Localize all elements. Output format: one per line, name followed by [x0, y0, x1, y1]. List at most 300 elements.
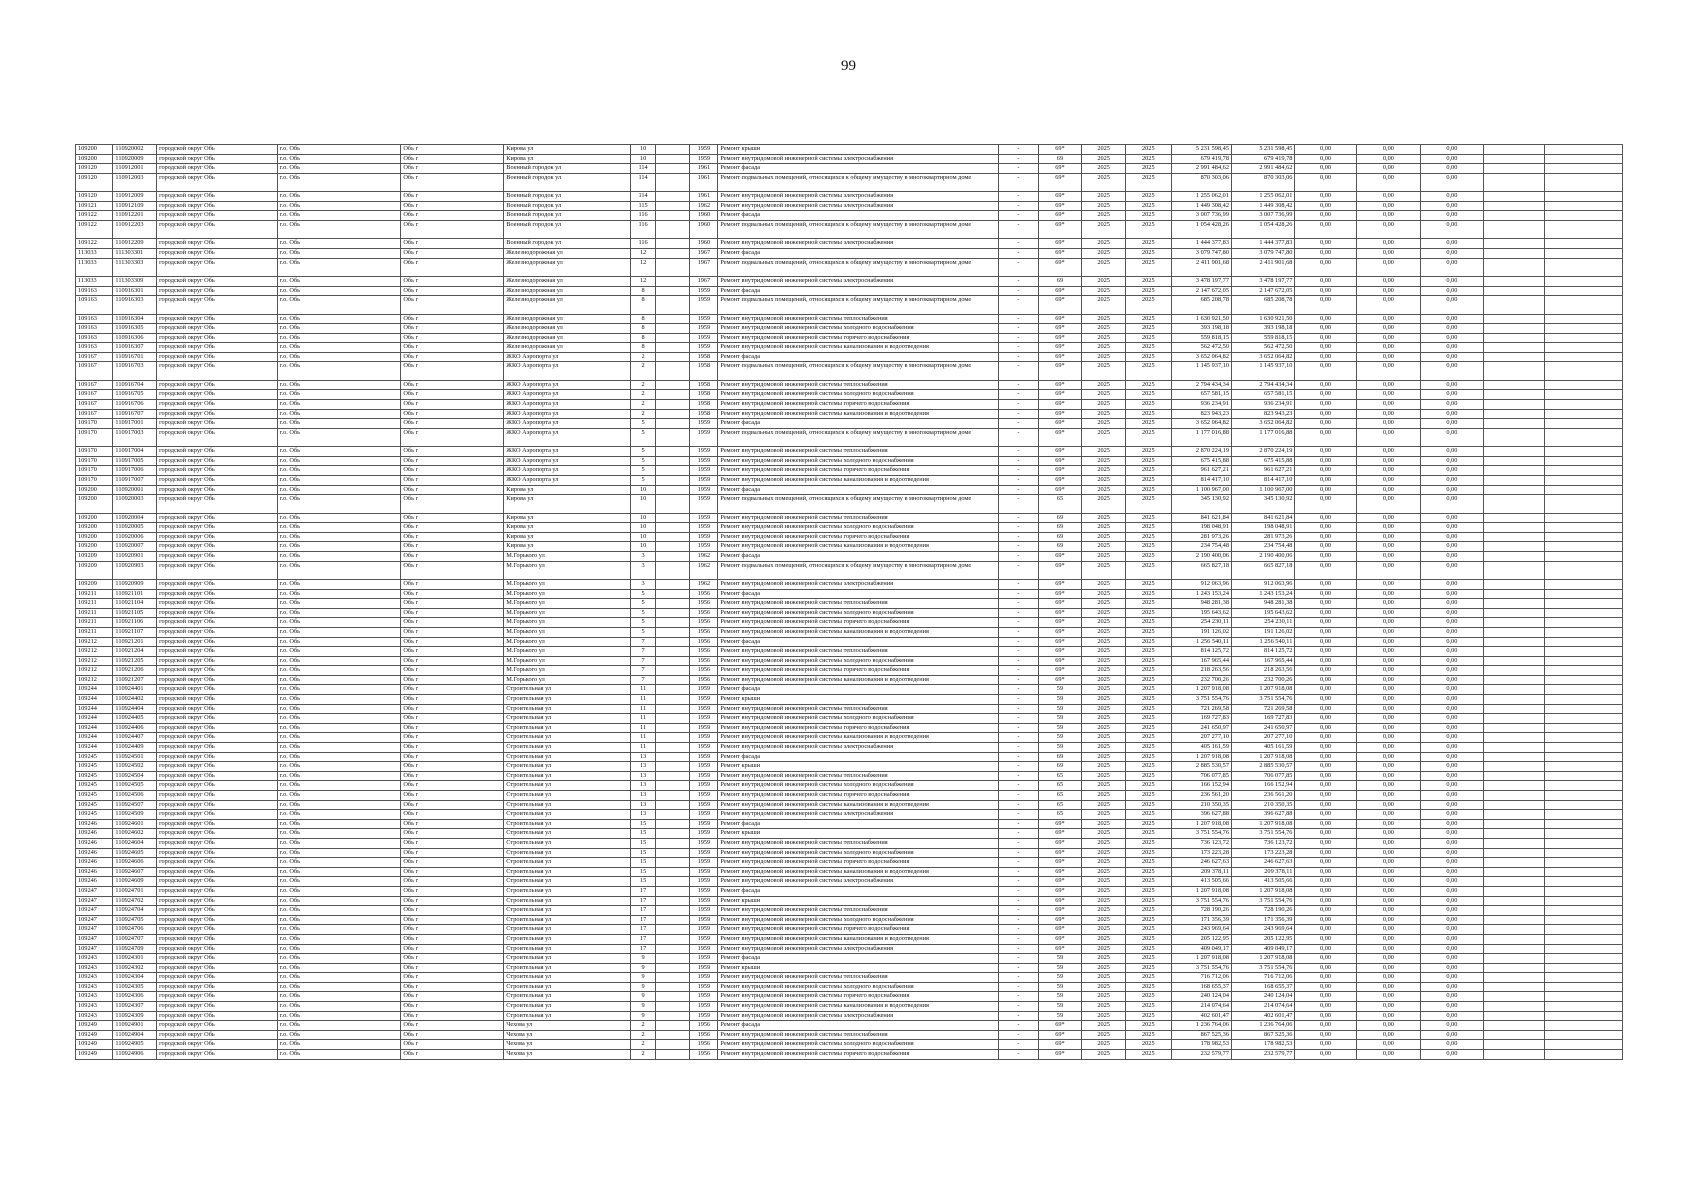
cell-municipality: городской округ Обь — [157, 561, 278, 579]
cell-building — [656, 829, 690, 839]
cell-house-number: 5 — [631, 627, 656, 637]
cell-wear: 59 — [1038, 982, 1082, 992]
cell-wear: 69* — [1038, 343, 1082, 353]
cell-district: г.о. Обь — [277, 173, 401, 191]
cell-district: г.о. Обь — [277, 296, 401, 314]
cell-dash: - — [999, 362, 1039, 380]
cell-fund-cost: 559 818,15 — [1231, 333, 1294, 343]
cell-year-to: 2025 — [1125, 685, 1171, 695]
cell-settlement: Обь г — [401, 542, 504, 552]
cell-work-id: 110924607 — [113, 867, 157, 877]
cell-municipality: городской округ Обь — [157, 982, 278, 992]
cell-settlement: Обь г — [401, 695, 504, 705]
cell-settlement: Обь г — [401, 352, 504, 362]
cell-municipality: городской округ Обь — [157, 333, 278, 343]
cell-extra-1 — [1483, 286, 1544, 296]
cell-municipality: городской округ Обь — [157, 192, 278, 202]
cell-street: Строительная ул — [504, 810, 631, 820]
cell-extra-1 — [1483, 819, 1544, 829]
cell-extra-1 — [1483, 906, 1544, 916]
cell-house-number: 5 — [631, 419, 656, 429]
cell-building — [656, 771, 690, 781]
cell-year-from: 2025 — [1082, 1011, 1126, 1021]
table-row — [76, 314, 1623, 324]
cell-dash: - — [999, 695, 1039, 705]
cell-budget-3: 0,00 — [1421, 896, 1483, 906]
cell-budget-3: 0,00 — [1421, 1002, 1483, 1012]
cell-year-to: 2025 — [1125, 906, 1171, 916]
cell-house-number: 5 — [631, 476, 656, 486]
cell-budget-2: 0,00 — [1356, 752, 1420, 762]
cell-year-to: 2025 — [1125, 523, 1171, 533]
cell-work-id: 110920003 — [113, 495, 157, 513]
cell-year-to: 2025 — [1125, 1050, 1171, 1060]
cell-work-id: 110921204 — [113, 647, 157, 657]
cell-work-id: 110924609 — [113, 877, 157, 887]
cell-region-code: 109249 — [76, 1040, 113, 1050]
cell-budget-2: 0,00 — [1356, 925, 1420, 935]
cell-district: г.о. Обь — [277, 276, 401, 286]
cell-street: ЖКО Аэропорта ул — [504, 409, 631, 419]
cell-work-type: Ремонт внутридомовой инженерной системы холодного водоснабжения — [718, 915, 999, 925]
cell-dash: - — [999, 173, 1039, 191]
cell-budget-2: 0,00 — [1356, 466, 1420, 476]
table-row — [76, 542, 1623, 552]
cell-dash: - — [999, 647, 1039, 657]
cell-year-built: 1959 — [690, 714, 718, 724]
cell-dash: - — [999, 992, 1039, 1002]
cell-budget-2: 0,00 — [1356, 934, 1420, 944]
cell-year-from: 2025 — [1082, 848, 1126, 858]
cell-total-cost: 657 581,15 — [1171, 390, 1231, 400]
cell-budget-3: 0,00 — [1421, 409, 1483, 419]
cell-wear: 69* — [1038, 485, 1082, 495]
cell-building — [656, 542, 690, 552]
table-row — [76, 704, 1623, 714]
cell-year-built: 1956 — [690, 608, 718, 618]
cell-budget-1: 0,00 — [1295, 523, 1356, 533]
cell-settlement: Обь г — [401, 409, 504, 419]
cell-year-from: 2025 — [1082, 561, 1126, 579]
cell-budget-3: 0,00 — [1421, 992, 1483, 1002]
cell-extra-1 — [1483, 192, 1544, 202]
cell-district: г.о. Обь — [277, 164, 401, 174]
cell-work-type: Ремонт внутридомовой инженерной системы канализования и водоотведения — [718, 542, 999, 552]
cell-settlement: Обь г — [401, 906, 504, 916]
cell-dash: - — [999, 627, 1039, 637]
cell-extra-2 — [1544, 523, 1622, 533]
cell-year-from: 2025 — [1082, 428, 1126, 446]
cell-municipality: городской округ Обь — [157, 154, 278, 164]
cell-extra-2 — [1544, 647, 1622, 657]
cell-work-type: Ремонт фасада — [718, 685, 999, 695]
cell-work-type: Ремонт внутридомовой инженерной системы горячего водоснабжения — [718, 466, 999, 476]
cell-municipality: городской округ Обь — [157, 532, 278, 542]
cell-work-id: 110920006 — [113, 532, 157, 542]
cell-year-to: 2025 — [1125, 1030, 1171, 1040]
cell-total-cost: 167 965,44 — [1171, 656, 1231, 666]
cell-budget-3: 0,00 — [1421, 380, 1483, 390]
cell-dash: - — [999, 743, 1039, 753]
cell-street: Строительная ул — [504, 781, 631, 791]
cell-wear: 69* — [1038, 915, 1082, 925]
cell-year-built: 1959 — [690, 723, 718, 733]
cell-building — [656, 466, 690, 476]
cell-district: г.о. Обь — [277, 800, 401, 810]
cell-region-code: 109245 — [76, 771, 113, 781]
cell-street: ЖКО Аэропорта ул — [504, 390, 631, 400]
cell-year-to: 2025 — [1125, 447, 1171, 457]
cell-wear: 59 — [1038, 695, 1082, 705]
cell-region-code: 109200 — [76, 495, 113, 513]
cell-wear: 69* — [1038, 296, 1082, 314]
cell-year-from: 2025 — [1082, 276, 1126, 286]
cell-work-type: Ремонт внутридомовой инженерной системы электроснабжения — [718, 743, 999, 753]
cell-work-id: 111303303 — [113, 258, 157, 276]
cell-budget-2: 0,00 — [1356, 248, 1420, 258]
cell-work-type: Ремонт внутридомовой инженерной системы канализования и водоотведения — [718, 343, 999, 353]
cell-street: Военный городок ул — [504, 239, 631, 249]
cell-district: г.о. Обь — [277, 733, 401, 743]
cell-total-cost: 240 124,04 — [1171, 992, 1231, 1002]
cell-budget-2: 0,00 — [1356, 211, 1420, 221]
cell-year-from: 2025 — [1082, 409, 1126, 419]
cell-dash: - — [999, 1030, 1039, 1040]
cell-wear: 69* — [1038, 675, 1082, 685]
cell-year-built: 1959 — [690, 934, 718, 944]
cell-fund-cost: 1 444 377,83 — [1231, 239, 1294, 249]
cell-year-from: 2025 — [1082, 145, 1126, 155]
cell-district: г.о. Обь — [277, 248, 401, 258]
cell-dash: - — [999, 485, 1039, 495]
cell-year-from: 2025 — [1082, 906, 1126, 916]
cell-building — [656, 791, 690, 801]
cell-extra-1 — [1483, 447, 1544, 457]
cell-wear: 69* — [1038, 447, 1082, 457]
cell-district: г.о. Обь — [277, 637, 401, 647]
cell-fund-cost: 3 478 197,77 — [1231, 276, 1294, 286]
cell-year-from: 2025 — [1082, 456, 1126, 466]
cell-region-code: 109247 — [76, 915, 113, 925]
cell-total-cost: 209 378,11 — [1171, 867, 1231, 877]
cell-work-id: 110924404 — [113, 704, 157, 714]
cell-dash: - — [999, 599, 1039, 609]
cell-year-built: 1959 — [690, 886, 718, 896]
cell-extra-2 — [1544, 154, 1622, 164]
cell-fund-cost: 210 350,35 — [1231, 800, 1294, 810]
cell-street: Военный городок ул — [504, 201, 631, 211]
cell-year-to: 2025 — [1125, 428, 1171, 446]
cell-house-number: 7 — [631, 675, 656, 685]
cell-building — [656, 934, 690, 944]
cell-settlement: Обь г — [401, 1002, 504, 1012]
cell-house-number: 9 — [631, 992, 656, 1002]
cell-extra-2 — [1544, 589, 1622, 599]
cell-budget-1: 0,00 — [1295, 296, 1356, 314]
cell-extra-2 — [1544, 201, 1622, 211]
cell-building — [656, 513, 690, 523]
cell-year-to: 2025 — [1125, 589, 1171, 599]
cell-extra-1 — [1483, 589, 1544, 599]
cell-work-type: Ремонт внутридомовой инженерной системы теплоснабжения — [718, 771, 999, 781]
cell-extra-2 — [1544, 886, 1622, 896]
cell-region-code: 109167 — [76, 380, 113, 390]
cell-year-from: 2025 — [1082, 934, 1126, 944]
cell-fund-cost: 209 378,11 — [1231, 867, 1294, 877]
cell-municipality: городской округ Обь — [157, 838, 278, 848]
cell-work-id: 110916304 — [113, 314, 157, 324]
cell-extra-2 — [1544, 324, 1622, 334]
cell-region-code: 109170 — [76, 447, 113, 457]
cell-budget-1: 0,00 — [1295, 695, 1356, 705]
cell-year-from: 2025 — [1082, 551, 1126, 561]
cell-municipality: городской округ Обь — [157, 456, 278, 466]
cell-year-from: 2025 — [1082, 896, 1126, 906]
cell-extra-1 — [1483, 982, 1544, 992]
cell-region-code: 109200 — [76, 154, 113, 164]
cell-work-id: 110920005 — [113, 523, 157, 533]
cell-total-cost: 1 207 918,08 — [1171, 819, 1231, 829]
cell-year-built: 1959 — [690, 314, 718, 324]
cell-wear: 59 — [1038, 1011, 1082, 1021]
cell-total-cost: 246 627,63 — [1171, 858, 1231, 868]
cell-fund-cost: 232 700,26 — [1231, 675, 1294, 685]
cell-year-built: 1959 — [690, 944, 718, 954]
cell-house-number: 116 — [631, 211, 656, 221]
cell-region-code: 109163 — [76, 286, 113, 296]
cell-year-from: 2025 — [1082, 733, 1126, 743]
cell-work-id: 110924406 — [113, 723, 157, 733]
cell-district: г.о. Обь — [277, 810, 401, 820]
cell-house-number: 2 — [631, 390, 656, 400]
cell-year-from: 2025 — [1082, 532, 1126, 542]
cell-fund-cost: 191 126,02 — [1231, 627, 1294, 637]
cell-work-id: 111303301 — [113, 248, 157, 258]
cell-work-id: 110924505 — [113, 781, 157, 791]
cell-work-type: Ремонт внутридомовой инженерной системы горячего водоснабжения — [718, 333, 999, 343]
cell-wear: 69* — [1038, 352, 1082, 362]
cell-year-from: 2025 — [1082, 258, 1126, 276]
cell-extra-1 — [1483, 380, 1544, 390]
table-row — [76, 810, 1623, 820]
cell-budget-1: 0,00 — [1295, 954, 1356, 964]
cell-work-id: 110920909 — [113, 579, 157, 589]
cell-extra-1 — [1483, 675, 1544, 685]
cell-year-from: 2025 — [1082, 819, 1126, 829]
cell-work-id: 110924601 — [113, 819, 157, 829]
cell-building — [656, 896, 690, 906]
cell-settlement: Обь г — [401, 248, 504, 258]
cell-budget-1: 0,00 — [1295, 258, 1356, 276]
cell-house-number: 17 — [631, 944, 656, 954]
cell-fund-cost: 207 277,10 — [1231, 733, 1294, 743]
cell-extra-1 — [1483, 877, 1544, 887]
cell-fund-cost: 243 969,64 — [1231, 925, 1294, 935]
table-row — [76, 934, 1623, 944]
cell-extra-2 — [1544, 164, 1622, 174]
cell-budget-3: 0,00 — [1421, 723, 1483, 733]
cell-budget-1: 0,00 — [1295, 819, 1356, 829]
cell-work-id: 110924906 — [113, 1050, 157, 1060]
cell-settlement: Обь г — [401, 896, 504, 906]
cell-work-id: 110924501 — [113, 752, 157, 762]
cell-region-code: 109121 — [76, 201, 113, 211]
cell-budget-2: 0,00 — [1356, 666, 1420, 676]
cell-budget-2: 0,00 — [1356, 810, 1420, 820]
cell-budget-1: 0,00 — [1295, 532, 1356, 542]
cell-region-code: 109244 — [76, 723, 113, 733]
cell-extra-2 — [1544, 1011, 1622, 1021]
cell-year-from: 2025 — [1082, 829, 1126, 839]
cell-extra-2 — [1544, 362, 1622, 380]
cell-work-id: 110916707 — [113, 409, 157, 419]
cell-extra-2 — [1544, 819, 1622, 829]
cell-street: ЖКО Аэропорта ул — [504, 419, 631, 429]
cell-street: Железнодорожная ул — [504, 314, 631, 324]
cell-budget-3: 0,00 — [1421, 647, 1483, 657]
cell-extra-2 — [1544, 485, 1622, 495]
cell-fund-cost: 1 100 967,00 — [1231, 485, 1294, 495]
cell-building — [656, 992, 690, 1002]
cell-district: г.о. Обь — [277, 599, 401, 609]
cell-year-from: 2025 — [1082, 810, 1126, 820]
cell-year-from: 2025 — [1082, 599, 1126, 609]
cell-settlement: Обь г — [401, 380, 504, 390]
cell-extra-2 — [1544, 877, 1622, 887]
cell-municipality: городской округ Обь — [157, 476, 278, 486]
table-row — [76, 906, 1623, 916]
cell-budget-3: 0,00 — [1421, 542, 1483, 552]
cell-work-id: 110912201 — [113, 211, 157, 221]
cell-total-cost: 236 561,20 — [1171, 791, 1231, 801]
cell-building — [656, 886, 690, 896]
cell-budget-3: 0,00 — [1421, 781, 1483, 791]
cell-dash: - — [999, 973, 1039, 983]
cell-region-code: 109209 — [76, 561, 113, 579]
cell-wear: 69* — [1038, 220, 1082, 238]
cell-settlement: Обь г — [401, 944, 504, 954]
cell-region-code: 109243 — [76, 973, 113, 983]
cell-region-code: 109243 — [76, 954, 113, 964]
cell-budget-1: 0,00 — [1295, 201, 1356, 211]
table-row — [76, 428, 1623, 446]
cell-year-built: 1959 — [690, 954, 718, 964]
cell-year-from: 2025 — [1082, 173, 1126, 191]
cell-budget-2: 0,00 — [1356, 1030, 1420, 1040]
cell-total-cost: 2 794 434,34 — [1171, 380, 1231, 390]
cell-budget-3: 0,00 — [1421, 286, 1483, 296]
cell-house-number: 5 — [631, 608, 656, 618]
cell-house-number: 12 — [631, 276, 656, 286]
cell-budget-2: 0,00 — [1356, 896, 1420, 906]
table-row — [76, 666, 1623, 676]
cell-work-id: 110924709 — [113, 944, 157, 954]
cell-fund-cost: 728 190,26 — [1231, 906, 1294, 916]
cell-budget-2: 0,00 — [1356, 838, 1420, 848]
cell-fund-cost: 721 269,58 — [1231, 704, 1294, 714]
cell-work-id: 111303309 — [113, 276, 157, 286]
cell-extra-1 — [1483, 1030, 1544, 1040]
cell-year-from: 2025 — [1082, 154, 1126, 164]
cell-building — [656, 211, 690, 221]
cell-year-built: 1960 — [690, 211, 718, 221]
cell-budget-3: 0,00 — [1421, 239, 1483, 249]
cell-budget-1: 0,00 — [1295, 390, 1356, 400]
cell-house-number: 116 — [631, 239, 656, 249]
cell-work-id: 110924705 — [113, 915, 157, 925]
cell-fund-cost: 240 124,04 — [1231, 992, 1294, 1002]
cell-building — [656, 456, 690, 466]
table-row — [76, 656, 1623, 666]
cell-year-to: 2025 — [1125, 714, 1171, 724]
cell-street: Кирова ул — [504, 145, 631, 155]
cell-house-number: 12 — [631, 248, 656, 258]
cell-year-built: 1956 — [690, 647, 718, 657]
cell-municipality: городской округ Обь — [157, 447, 278, 457]
cell-budget-1: 0,00 — [1295, 752, 1356, 762]
cell-district: г.о. Обь — [277, 201, 401, 211]
cell-total-cost: 936 234,91 — [1171, 400, 1231, 410]
cell-budget-2: 0,00 — [1356, 419, 1420, 429]
cell-settlement: Обь г — [401, 656, 504, 666]
cell-street: Строительная ул — [504, 752, 631, 762]
cell-year-to: 2025 — [1125, 352, 1171, 362]
cell-budget-2: 0,00 — [1356, 608, 1420, 618]
cell-year-from: 2025 — [1082, 743, 1126, 753]
cell-dash: - — [999, 771, 1039, 781]
table-row — [76, 201, 1623, 211]
cell-year-to: 2025 — [1125, 963, 1171, 973]
cell-settlement: Обь г — [401, 523, 504, 533]
table-row — [76, 915, 1623, 925]
table-row — [76, 513, 1623, 523]
cell-extra-1 — [1483, 599, 1544, 609]
cell-budget-3: 0,00 — [1421, 752, 1483, 762]
cell-region-code: 109244 — [76, 685, 113, 695]
cell-extra-2 — [1544, 551, 1622, 561]
cell-budget-2: 0,00 — [1356, 333, 1420, 343]
cell-year-built: 1956 — [690, 656, 718, 666]
cell-extra-1 — [1483, 428, 1544, 446]
cell-extra-2 — [1544, 963, 1622, 973]
cell-region-code: 109243 — [76, 992, 113, 1002]
cell-year-to: 2025 — [1125, 579, 1171, 589]
table-row — [76, 752, 1623, 762]
table-row — [76, 362, 1623, 380]
cell-budget-2: 0,00 — [1356, 992, 1420, 1002]
cell-work-id: 110924701 — [113, 886, 157, 896]
cell-extra-2 — [1544, 973, 1622, 983]
cell-extra-1 — [1483, 781, 1544, 791]
cell-region-code: 109245 — [76, 781, 113, 791]
cell-wear: 69* — [1038, 819, 1082, 829]
cell-building — [656, 915, 690, 925]
cell-year-from: 2025 — [1082, 695, 1126, 705]
cell-street: Строительная ул — [504, 963, 631, 973]
cell-budget-3: 0,00 — [1421, 934, 1483, 944]
cell-municipality: городской округ Обь — [157, 992, 278, 1002]
cell-budget-3: 0,00 — [1421, 324, 1483, 334]
cell-dash: - — [999, 476, 1039, 486]
cell-work-type: Ремонт внутридомовой инженерной системы электроснабжения — [718, 944, 999, 954]
cell-work-type: Ремонт внутридомовой инженерной системы горячего водоснабжения — [718, 858, 999, 868]
cell-municipality: городской округ Обь — [157, 915, 278, 925]
cell-total-cost: 3 079 747,80 — [1171, 248, 1231, 258]
cell-budget-3: 0,00 — [1421, 1040, 1483, 1050]
table-row — [76, 877, 1623, 887]
cell-municipality: городской округ Обь — [157, 314, 278, 324]
cell-year-from: 2025 — [1082, 992, 1126, 1002]
